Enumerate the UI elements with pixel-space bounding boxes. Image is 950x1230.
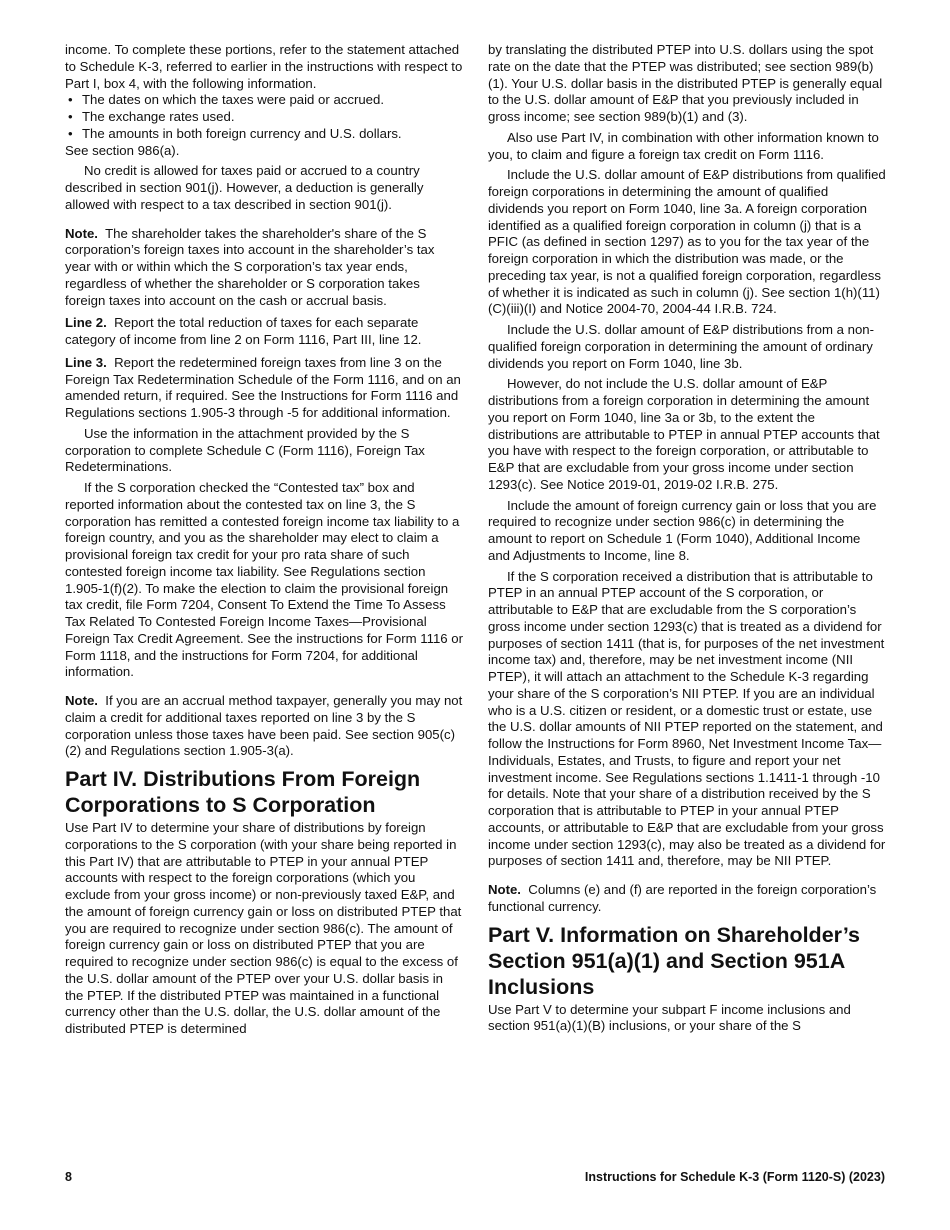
note-paragraph [65,693,463,760]
line2-label: Line 2. [65,315,107,331]
bullet-list [65,92,463,142]
line2-text: Report the total reduction of taxes for each separate category of income from line 2 on Form 1116, Part III, line 12. [65,315,422,347]
right-column [488,42,886,1035]
note-paragraph [65,226,463,310]
note-label: Note. [488,882,521,897]
paragraph: Use Part IV to determine your share of distributions by foreign corporations to the S corporation (with your share being reported in this Part IV) that are attributable to PTEP in your annual PTEP accounts with respect to the foreign corporations (which you exclude from your gross income) or non-previously taxed E&P, and the amount of foreign currency gain or loss on distributed PTEP that you are required to recognize under section 986(c). The amount of foreign currency gain or loss on distributed PTEP that you are required to recognize under section 986(c) is equal to the excess of the U.S. dollar amount of the PTEP over your U.S. dollar basis in the PTEP. If the distributed PTEP was maintained in a functional currency other than the U.S. dollar, the U.S. dollar amount of the distributed PTEP is determined [65,820,462,1036]
note-text: Columns (e) and (f) are reported in the foreign corporation’s functional currency. [488,882,877,914]
page-number: 8 [65,1170,72,1184]
paragraph: Use Part V to determine your subpart F income inclusions and section 951(a)(1)(B) inclusions, or your share of the S [488,1001,851,1034]
document-title: Instructions for Schedule K-3 (Form 1120-S) (2023) [584,1170,885,1184]
note-paragraph [488,882,886,916]
note-text: The shareholder takes the shareholder's share of the S corporation’s foreign taxes into account in the shareholder’s tax year with or within which the S corporation’s tax year ends, regardless of whether the shareholder or S corporation takes foreign taxes into account on the cash or accrual basis. [65,225,435,308]
paragraph: If the S corporation checked the “Contested tax” box and reported information about the contested tax on line 3, the S corporation has remitted a contested foreign income tax liability to a foreign country, and you as the shareholder may elect to claim a provisional foreign tax credit for your pro rata share of such contested foreign income tax liability. See Regulations section 1.905-1(f)(2). To make the election to claim the provisional foreign tax credit, file Form 7204, Consent To Extend the Time To Assess Tax Related To Contested Foreign Income Taxes—Provisional Foreign Tax Credit Agreement. See the instructions for Form 1116 or Form 1118, and the instructions for Form 7204, for additional information. [65,480,464,680]
paragraph: Include the U.S. dollar amount of E&P distributions from qualified foreign corporations in determining the amount of qualified dividends you report on Form 1040, line 3a. A foreign corporation identified as a qualified foreign corporation in column (j) that is a PFIC (as defined in section 1297) as to you for the tax year of the foreign corporation in which the distribution was made, or the preceding tax year, is not a qualified foreign corporation, regardless of whether it is indicated as such in column (j). See section 1(h)(11)(C)(iii)(I) and Notice 2004-70, 2004-44 I.R.B. 724. [488,167,886,317]
paragraph: Also use Part IV, in combination with other information known to you, to claim and figure a foreign tax credit on Form 1116. [488,129,879,162]
line3-paragraph [65,355,463,422]
note-text: If you are an accrual method taxpayer, generally you may not claim a credit for additional taxes reported on line 3 by the S corporation unless those taxes have been paid. See section 905(c)(2) and Regulations section 1.905-3(a). [65,693,463,759]
line2-paragraph [65,315,463,349]
bullet-item: • The exchange rates used. [65,109,463,126]
bullet-item: • The dates on which the taxes were paid or accrued. [65,92,463,109]
note-label: Note. [65,225,98,241]
section-heading-part-v: Part V. Information on Shareholder’s Section 951(a)(1) and Section 951A Inclusions [488,922,860,999]
note-label: Note. [65,693,98,708]
page-footer [65,1170,885,1186]
line3-label: Line 3. [65,354,107,370]
paragraph: However, do not include the U.S. dollar amount of E&P distributions from a foreign corporation in determining the amount you report on Form 1040, line 3a or 3b, to the extent the distributions are attributable to PTEP in annual PTEP accounts that you have with respect to the foreign corporation, or attributable to E&P that are excludable from your gross income under section 1293(c). See Notice 2019-01, 2019-02 I.R.B. 275. [488,376,880,492]
paragraph: by translating the distributed PTEP into U.S. dollars using the spot rate on the date that the PTEP was distributed; see section 989(b)(1). Your U.S. dollar basis in the distributed PTEP is generally equal to the U.S. dollar amount of E&P that you previously included in gross income; see section 989(b)(1) and (3). [488,42,883,124]
line3-text: Report the redetermined foreign taxes from line 3 on the Foreign Tax Redetermination Schedule of the Form 1116, and on an amended return, if required. See the Instructions for Form 1116 and Regulations sections 1.905-3 through -5 for additional information. [65,354,461,420]
bullet-item: • The amounts in both foreign currency and U.S. dollars. [65,126,463,143]
paragraph: Include the U.S. dollar amount of E&P distributions from a non-qualified foreign corporation in determining the amount of ordinary dividends you report on Form 1040, line 3b. [488,322,875,371]
paragraph: Use the information in the attachment provided by the S corporation to complete Schedule C (Form 1116), Foreign Tax Redeterminations. [65,425,425,475]
paragraph: Include the amount of foreign currency gain or loss that you are required to recognize under section 986(c) in determining the amount to report on Schedule 1 (Form 1040), Additional Income and Adjustments to Income, line 8. [488,497,877,563]
paragraph: If the S corporation received a distribution that is attributable to PTEP in an annual PTEP account of the S corporation, or attributable to E&P that are excludable from the S corporation’s gross income under section 1293(c) that is treated as a dividend for purposes of section 1411 (that is, for purposes of the net investment income tax) and, therefore, may be net investment income (NII PTEP), it will attach an attachment to the Schedule K-3 regarding your share of the S corporation’s NII PTEP. If you are an individual who is a U.S. citizen or resident, or a domestic trust or estate, use the U.S. dollar amounts of NII PTEP reported on the statement, and follow the Instructions for Form 8960, Net Investment Income Tax— Individuals, Estates, and Trusts, to figure and report your net investment income. See Regulations sections 1.1411-1 through -10 for details. Note that your share of a distribution received by the S corporation that is attributable to PTEP in your annual PTEP accounts, or attributable to E&P that are excludable from your gross income under section 1293(c), may also be treated as a dividend for purposes of section 1411 and, therefore, may be NII PTEP. [488,568,886,869]
paragraph: No credit is allowed for taxes paid or accrued to a country described in section 901(j). However, a deduction is generally allowed with respect to a tax described in section 901(j). [65,163,424,212]
paragraph: income. To complete these portions, refer to the statement attached to Schedule K-3, referred to earlier in the instructions with respect to Part I, box 4, with the following information. [65,42,463,91]
left-column [65,42,463,1038]
section-heading-part-iv: Part IV. Distributions From Foreign Corporations to S Corporation [65,767,421,817]
paragraph: See section 986(a). [65,142,180,158]
